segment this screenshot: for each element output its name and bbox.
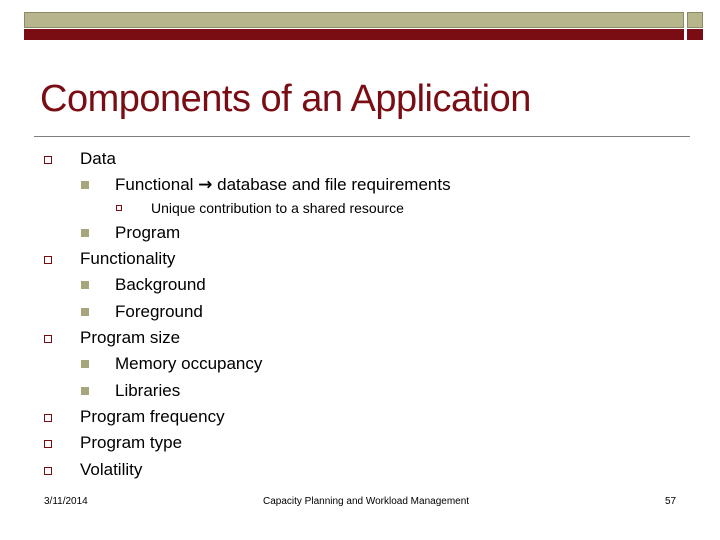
bullet-text: Functional	[115, 175, 199, 194]
header-band-olive	[24, 12, 684, 28]
header-square-red	[687, 29, 703, 40]
bullet-item	[115, 223, 180, 243]
header-band-red	[24, 29, 684, 40]
filled-square-bullet-icon	[81, 360, 89, 368]
bullet-text: Libraries	[115, 381, 181, 400]
bullet-text: Unique contribution to a shared resource	[151, 200, 404, 216]
hollow-square-bullet-icon	[44, 256, 52, 264]
bullet-item	[80, 149, 116, 169]
bullet-item	[115, 175, 451, 195]
arrow-right-icon: →	[198, 175, 213, 195]
bullet-item	[80, 249, 175, 269]
bullet-item	[80, 460, 142, 480]
filled-square-bullet-icon	[81, 281, 89, 289]
filled-square-bullet-icon	[81, 229, 89, 237]
bullet-text: Background	[115, 275, 206, 294]
bullet-item	[115, 381, 180, 401]
bullet-item	[115, 302, 203, 322]
hollow-square-bullet-icon	[44, 467, 52, 475]
title-divider	[34, 136, 690, 137]
bullet-text: Program	[115, 223, 181, 242]
bullet-text: Data	[80, 149, 116, 168]
filled-square-bullet-icon	[81, 181, 89, 189]
header-square-olive	[687, 12, 703, 28]
bullet-item	[115, 275, 206, 295]
bullet-text: Program frequency	[80, 407, 225, 426]
bullet-item	[115, 354, 262, 374]
bullet-item	[80, 407, 225, 427]
bullet-item	[80, 328, 180, 348]
bullet-text: Program type	[80, 433, 183, 452]
footer-date: 3/11/2014	[44, 496, 88, 507]
page-number: 57	[665, 496, 677, 507]
slide-title: Components of an Application	[40, 78, 531, 120]
hollow-square-bullet-icon	[44, 440, 52, 448]
bullet-text: Program size	[80, 328, 181, 347]
bullet-text: Volatility	[80, 460, 143, 479]
hollow-square-bullet-icon	[116, 205, 122, 211]
bullet-text: database and file requirements	[212, 175, 451, 194]
filled-square-bullet-icon	[81, 387, 89, 395]
bullet-text: Functionality	[80, 249, 176, 268]
bullet-text: Foreground	[115, 302, 203, 321]
bullet-item	[151, 200, 404, 216]
hollow-square-bullet-icon	[44, 414, 52, 422]
bullet-item	[80, 433, 182, 453]
filled-square-bullet-icon	[81, 308, 89, 316]
hollow-square-bullet-icon	[44, 335, 52, 343]
footer-title: Capacity Planning and Workload Management	[263, 496, 470, 507]
hollow-square-bullet-icon	[44, 156, 52, 164]
bullet-text: Memory occupancy	[115, 354, 263, 373]
